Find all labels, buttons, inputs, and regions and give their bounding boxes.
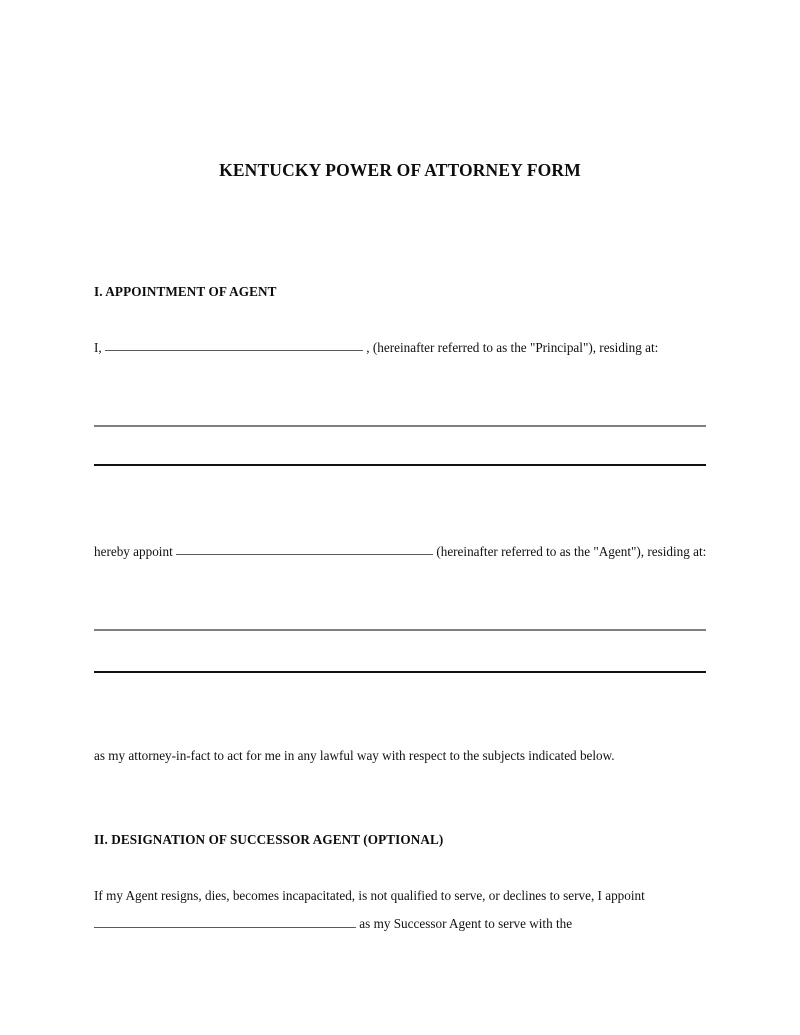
principal-name-blank[interactable] bbox=[105, 339, 363, 352]
agent-lead-text: hereby appoint bbox=[94, 544, 173, 559]
paragraph-principal-identification bbox=[94, 334, 708, 362]
successor-agent-name-blank[interactable] bbox=[94, 915, 356, 928]
agent-address-line-1[interactable] bbox=[94, 629, 706, 631]
successor-after-text: as my Successor Agent to serve with the bbox=[359, 916, 573, 932]
page-title: KENTUCKY POWER OF ATTORNEY FORM bbox=[219, 160, 581, 180]
paragraph-attorney-in-fact-authority: as my attorney-in-fact to act for me in any lawful way with respect to the subjects indicated below. bbox=[94, 748, 615, 763]
principal-address-line-1[interactable] bbox=[94, 425, 706, 427]
agent-address-line-2[interactable] bbox=[94, 671, 706, 673]
paragraph-successor-agent bbox=[94, 882, 708, 939]
agent-after-text: (hereinafter referred to as the "Agent"), residing at: bbox=[436, 544, 707, 559]
section-heading-designation-of-successor-agent: II. DESIGNATION OF SUCCESSOR AGENT (OPTIONAL) bbox=[94, 832, 444, 847]
paragraph-agent-identification bbox=[94, 538, 708, 566]
section-heading-appointment-of-agent: I. APPOINTMENT OF AGENT bbox=[94, 284, 277, 299]
principal-address-line-2[interactable] bbox=[94, 464, 706, 466]
principal-after-text: , (hereinafter referred to as the "Principal"), residing at: bbox=[366, 340, 659, 355]
agent-name-blank[interactable] bbox=[176, 543, 433, 556]
principal-lead-text: I, bbox=[94, 340, 102, 355]
successor-lead-text: If my Agent resigns, dies, becomes incapacitated, is not qualified to serve, or declines to serve, I appoint bbox=[94, 888, 645, 903]
